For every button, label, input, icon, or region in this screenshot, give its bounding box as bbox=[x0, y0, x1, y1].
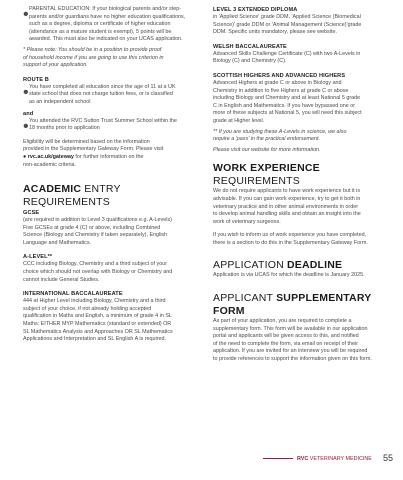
parental-note bbox=[23, 47, 203, 70]
text-line: Eligibility will be determined based on the information bbox=[23, 138, 150, 145]
text-line: Chemistry in addition to five Highers at grade C or above bbox=[213, 87, 349, 94]
text-line: including Biology and Chemistry and at least National 5 grade bbox=[213, 95, 361, 102]
footer-rule bbox=[263, 458, 293, 459]
text-line: Maths: EITHER MYP Mathematics (standard or extended) OR bbox=[23, 321, 172, 328]
text-line: in 'Applied Science' grade DDM, 'Applied Science (Biomedical bbox=[213, 14, 361, 20]
text-line: SL Mathematics Analysis and Approaches OR SL Mathematics bbox=[23, 328, 173, 335]
text-line: to provide references to support the information given on this form. bbox=[213, 356, 372, 363]
text-line: of household income if you are going to use this criterion in bbox=[23, 54, 164, 61]
text-line: more of these subjects at National 5, you will need this subject bbox=[213, 110, 362, 117]
ib-heading: INTERNATIONAL BACCALAUREATE bbox=[23, 291, 123, 298]
text-line: require a 'pass' in the practical endorsement. bbox=[213, 136, 320, 143]
text-line bbox=[23, 154, 203, 162]
text-line: there is a section to do this in the Supplementary Gateway Form. bbox=[213, 239, 368, 246]
text-line: Science (Biology and Chemistry if taken separately), English bbox=[23, 232, 168, 239]
text-line: 444 at Higher Level including Biology, Chemistry and a third bbox=[23, 298, 166, 305]
work-experience-heading bbox=[213, 162, 388, 188]
text-line: C in English and Mathematics. If you have bypassed one or bbox=[213, 102, 356, 109]
footer-brand: RVC bbox=[297, 456, 309, 462]
footer-section: VETERINARY MEDICINE bbox=[309, 456, 372, 462]
academic-heading bbox=[23, 183, 203, 209]
text-line: • You attended the RVC Sutton Trust Summer School within the bbox=[29, 117, 178, 124]
text-line: work of veterinary surgeons. bbox=[213, 218, 281, 225]
text-line: 18 months prior to application bbox=[29, 125, 100, 132]
scottish-heading: SCOTTISH HIGHERS AND ADVANCED HIGHERS bbox=[213, 72, 346, 79]
text-line: as an independent school bbox=[29, 98, 91, 105]
text-line: • You have completed all education since the age of 11 at a UK bbox=[29, 83, 176, 90]
text-line: (are required in addition to Level 3 qualifications e.g. A-Levels) bbox=[23, 217, 172, 224]
text-line: • PARENTAL EDUCATION: If your biological parents and/or step- bbox=[29, 6, 181, 12]
text-line: If you wish to inform us of work experience you have completed, bbox=[213, 232, 367, 239]
text-line: portal and applicants will be given access to this, and notified bbox=[213, 333, 359, 340]
welsh-heading: WELSH BACCALAUREATE bbox=[213, 43, 287, 50]
text-line: (attendance as a mature student is exempt), 5 points will be bbox=[29, 28, 172, 35]
and-label: and bbox=[23, 110, 34, 117]
heading-light: APPLICATION bbox=[213, 259, 287, 272]
text-line: awarded. This must also be indicated on your UCAS application. bbox=[29, 36, 183, 43]
text-line: choice which should not overlap with Biology or Chemistry and bbox=[23, 269, 173, 276]
route-b-item-2 bbox=[23, 118, 203, 133]
text-line: non-academic criteria. bbox=[23, 161, 77, 168]
text-line: cannot include General Studies. bbox=[23, 276, 100, 283]
text-line: application. If you are invited for an interview you will be required bbox=[213, 348, 368, 355]
text-line: such as a degree, diploma or certificate of higher education bbox=[29, 21, 171, 28]
text-line: Advanced Skills Challenge Certificate (C) with two A-Levels in bbox=[213, 50, 361, 57]
text-line: ** If you are studying these A-Levels in science, we also bbox=[213, 128, 347, 135]
gateway-link[interactable]: rvc.ac.uk/gateway bbox=[27, 153, 74, 160]
parental-education-bullet bbox=[23, 6, 203, 44]
text-line: grade at Higher level. bbox=[213, 117, 265, 124]
text-line: CCC including Biology, Chemistry and a third subject of your bbox=[23, 261, 168, 268]
eligibility-paragraph bbox=[23, 139, 203, 169]
globe-icon: ● bbox=[23, 153, 27, 160]
text-line: Biology (C) and Chemistry (C). bbox=[213, 58, 287, 65]
text-line: Five GCSEs at grade 4 (C) or above, including Combined bbox=[23, 224, 161, 231]
text-line: Science)' grade DDM or 'Animal Management (Science)'grade bbox=[213, 21, 362, 28]
text-line: parents and/or guardians have no higher education qualifications, bbox=[29, 13, 186, 20]
footer bbox=[297, 456, 372, 462]
route-b-heading: ROUTE B bbox=[23, 76, 49, 83]
text-line: Language and Mathematics. bbox=[23, 239, 92, 246]
route-b-item-1 bbox=[23, 84, 203, 107]
heading-light: APPLICANT bbox=[213, 292, 277, 305]
right-column bbox=[213, 6, 388, 364]
scottish-note bbox=[213, 129, 388, 155]
text-line: veterinary practice and in other animal environments in order bbox=[213, 203, 359, 210]
page-number: 55 bbox=[383, 453, 394, 463]
supplementary-form-heading bbox=[213, 292, 388, 318]
text-line: Please visit our website for more information. bbox=[213, 146, 321, 153]
text-line: Applications and Interpretation and SL English A is required. bbox=[23, 336, 167, 343]
level3-heading: LEVEL 3 EXTENDED DIPLOMA bbox=[213, 7, 298, 13]
text-line: We do not require applicants to have work experience but it is bbox=[213, 188, 361, 195]
left-column bbox=[23, 6, 203, 344]
heading-bold: DEADLINE bbox=[286, 259, 343, 272]
gcse-heading: GCSE bbox=[23, 210, 40, 217]
text-line: provided in the Supplementary Gateway Form. Please visit bbox=[23, 146, 164, 153]
text-line: qualification in Maths and English, a minimum of grade 4 in SL bbox=[23, 313, 172, 320]
text-line: of the need to complete the form, via email on receipt of their bbox=[213, 340, 359, 347]
heading-bold: ACADEMIC bbox=[23, 183, 82, 196]
text-line: support of your application. bbox=[23, 62, 88, 69]
application-deadline-heading bbox=[213, 259, 388, 272]
text-line: As part of your application, you are required to complete a bbox=[213, 318, 352, 325]
heading-light: REQUIREMENTS bbox=[213, 175, 300, 188]
text-line: DDM. Specific units mandatory, please see website. bbox=[213, 29, 337, 36]
text-line: advisable. If you can gain work experience, try to get it both in bbox=[213, 195, 361, 202]
text-span: for further information on the bbox=[73, 153, 144, 160]
text-line: subject of your choice, if not already holding accepted bbox=[23, 305, 152, 312]
heading-bold: WORK EXPERIENCE bbox=[213, 162, 320, 175]
text-line: Application is via UCAS for which the deadline is January 2025. bbox=[213, 272, 365, 279]
text-line: * Please note: You should be in a position to provide proof bbox=[23, 46, 162, 53]
text-line: state school that does not charge tuition fees, or is classified bbox=[29, 91, 173, 98]
text-line: Advanced Highers at grade C or above in Biology and bbox=[213, 79, 342, 86]
heading-light: ENTRY REQUIREMENTS bbox=[23, 183, 121, 209]
heading-bold: SUPPLEMENTARY FORM bbox=[213, 292, 372, 318]
text-line: supplementary form. This form will be available in our application bbox=[213, 325, 368, 332]
text-line: to develop animal handling skills and obtain an insight into the bbox=[213, 211, 361, 218]
alevel-heading: A-LEVEL** bbox=[23, 254, 53, 261]
